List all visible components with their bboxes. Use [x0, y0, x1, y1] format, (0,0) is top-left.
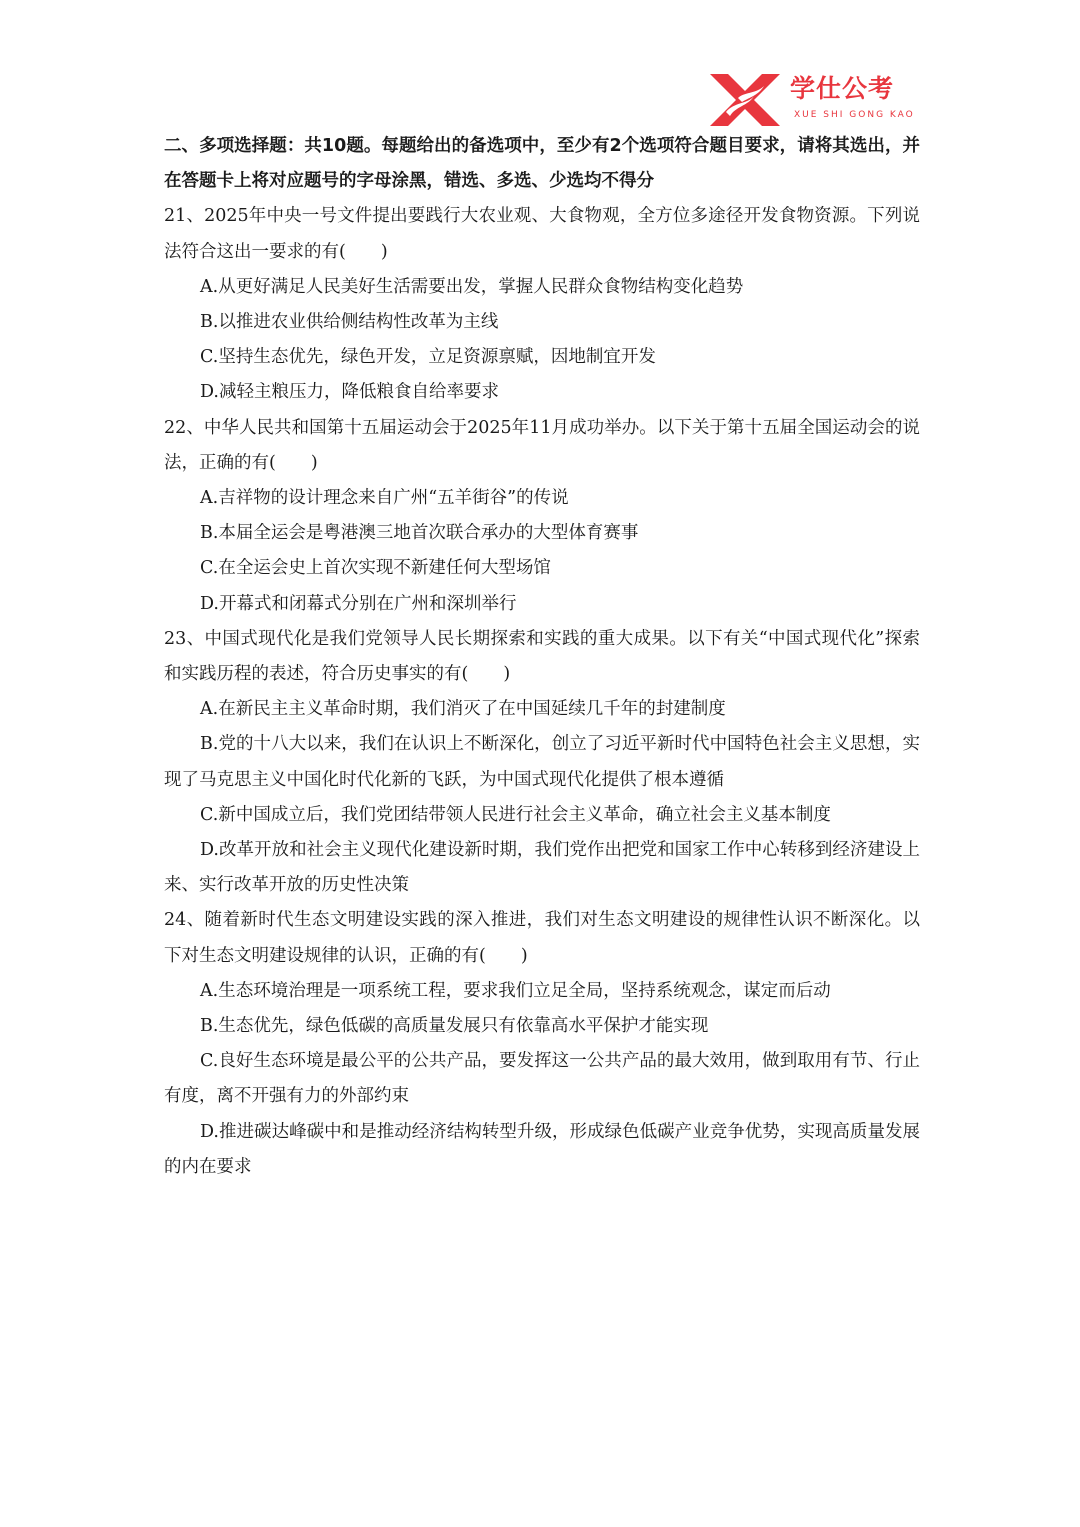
- logo-subtitle: XUE SHI GONG KAO: [794, 110, 915, 120]
- option-item: D.开幕式和闭幕式分别在广州和深圳举行: [200, 593, 517, 614]
- option-item: B.生态优先，绿色低碳的高质量发展只有依靠高水平保护才能实现: [200, 1016, 709, 1037]
- option-item: B.本届全运会是粤港澳三地首次联合承办的大型体育赛事: [200, 523, 639, 544]
- question-stem: 21、2025年中央一号文件提出要践行大农业观、大食物观，全方位多途径开发食物资源。下列说法符合这出一要求的有( ): [164, 206, 920, 262]
- question-stem: 24、随着新时代生态文明建设实践的深入推进，我们对生态文明建设的规律性认识不断深化。以下对生态文明建设规律的认识，正确的有( ): [164, 910, 920, 966]
- option-item: C.在全运会史上首次实现不新建任何大型场馆: [200, 558, 551, 579]
- option-item: A.从更好满足人民美好生活需要出发，掌握人民群众食物结构变化趋势: [200, 276, 744, 297]
- logo-x-mark-icon: [708, 72, 782, 128]
- option-item: C.坚持生态优先，绿色开发，立足资源禀赋，因地制宜开发: [200, 347, 656, 368]
- option-item: D.改革开放和社会主义现代化建设新时期，我们党作出把党和国家工作中心转移到经济建设上来、实行改革开放的历史性决策: [164, 840, 920, 896]
- option-item: A.吉祥物的设计理念来自广州“五羊街谷”的传说: [200, 488, 569, 509]
- option-item: D.推进碳达峰碳中和是推动经济结构转型升级，形成绿色低碳产业竞争优势，实现高质量发展的内在要求: [164, 1121, 920, 1177]
- section-heading: 二、多项选择题：共10题。每题给出的备选项中，至少有2个选项符合题目要求，请将其选出，并在答题卡上将对应题号的字母涂黑，错选、多选、少选均不得分: [164, 136, 920, 192]
- option-item: C.良好生态环境是最公平的公共产品，要发挥这一公共产品的最大效用，做到取用有节、行止有度，离不开强有力的外部约束: [164, 1051, 920, 1107]
- question-stem: 22、中华人民共和国第十五届运动会于2025年11月成功举办。以下关于第十五届全国运动会的说法，正确的有( ): [164, 417, 920, 473]
- option-item: C.新中国成立后，我们党团结带领人民进行社会主义革命，确立社会主义基本制度: [200, 804, 831, 825]
- question-stem: 23、中国式现代化是我们党领导人民长期探索和实践的重大成果。以下有关“中国式现代化”探索和实践历程的表述，符合历史事实的有( ): [164, 628, 920, 685]
- logo-title: 学仕公考: [790, 74, 895, 103]
- option-item: A.在新民主主义革命时期，我们消灭了在中国延续几千年的封建制度: [200, 699, 726, 720]
- option-item: D.减轻主粮压力，降低粮食自给率要求: [200, 382, 499, 403]
- option-item: B.党的十八大以来，我们在认识上不断深化，创立了习近平新时代中国特色社会主义思想，实现了马克思主义中国化时代化新的飞跃，为中国式现代化提供了根本遵循: [164, 734, 920, 790]
- option-item: A.生态环境治理是一项系统工程，要求我们立足全局，坚持系统观念，谋定而后动: [200, 980, 831, 1001]
- option-item: B.以推进农业供给侧结构性改革为主线: [200, 312, 499, 333]
- brand-logo: [708, 72, 928, 130]
- exam-content: [164, 129, 920, 1185]
